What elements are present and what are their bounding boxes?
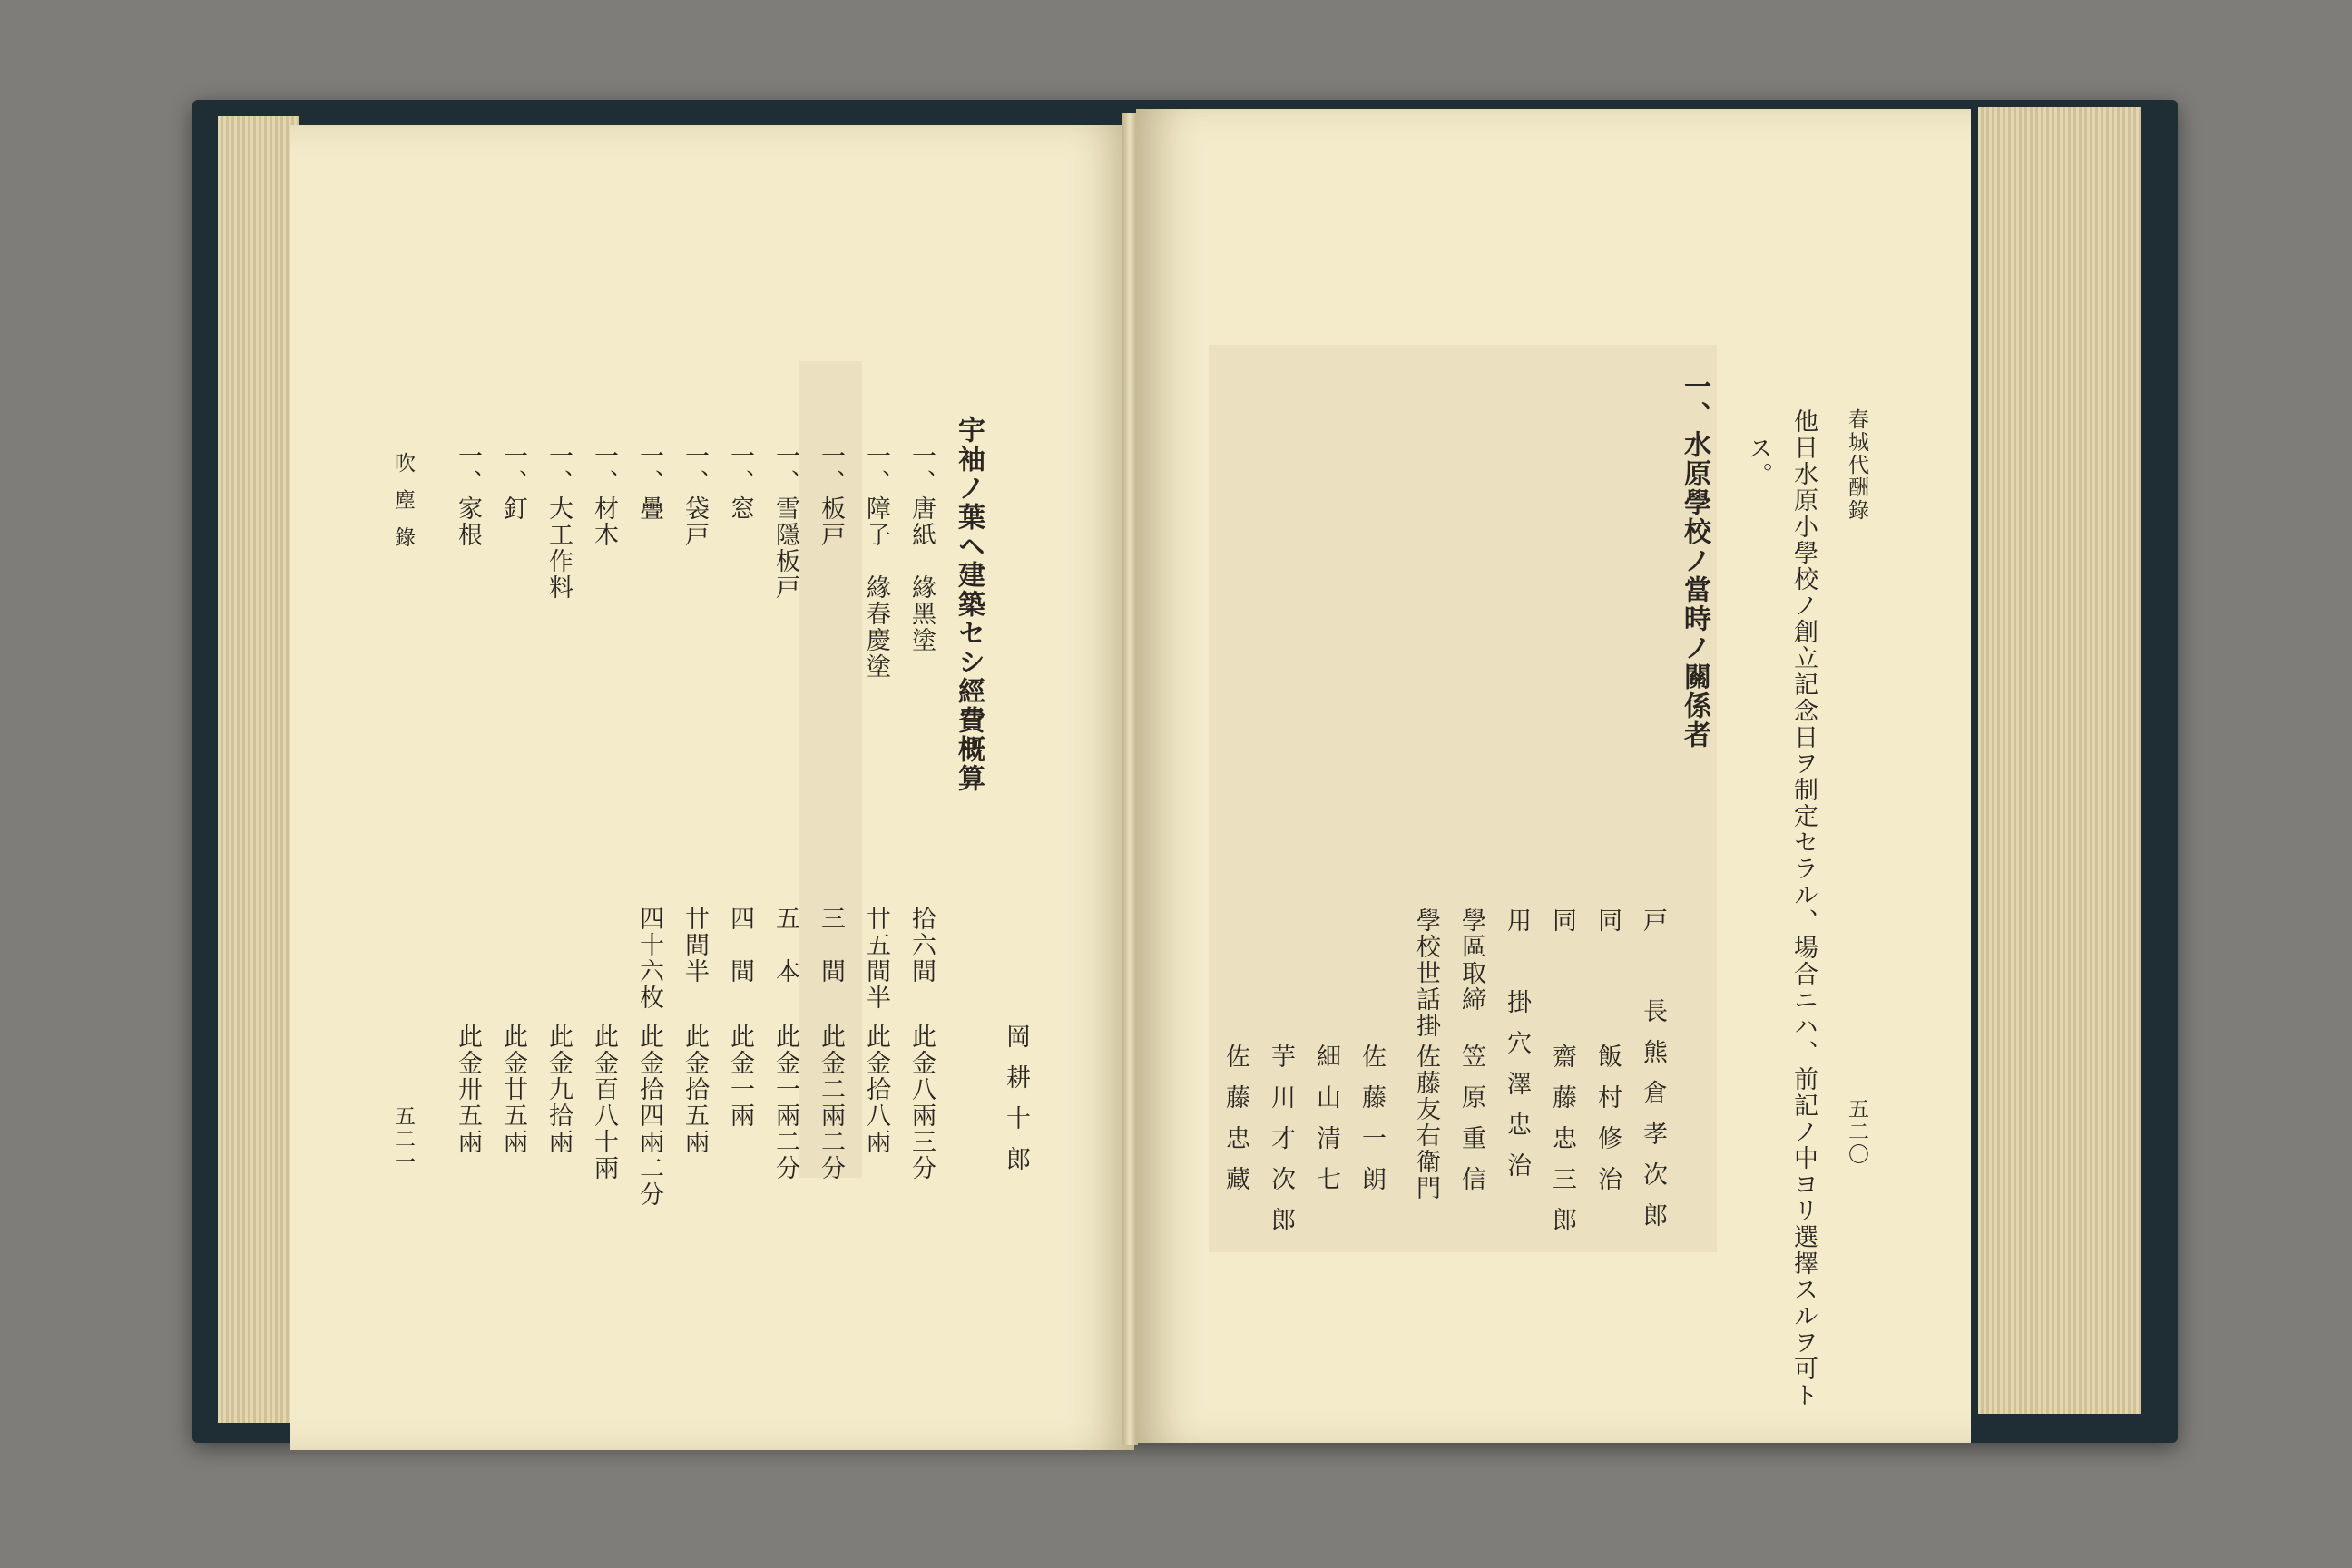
official-role: 學區取締	[1457, 907, 1485, 1013]
item-cost: 此金二兩二分	[817, 1024, 845, 1181]
official-name: 佐藤友右衛門	[1412, 1044, 1440, 1201]
item-label: 一、雪隱板戸	[771, 443, 799, 601]
item-quantity: 廿五間半	[862, 906, 890, 1011]
item-quantity: 四十六枚	[635, 906, 663, 1011]
item-cost: 此金拾五兩	[681, 1024, 709, 1155]
item-cost: 此金卅五兩	[454, 1024, 482, 1155]
left-page-edges	[218, 116, 299, 1423]
official-name: 飯村修治	[1593, 1044, 1622, 1207]
item-cost: 此金八兩三分	[907, 1024, 936, 1181]
official-name: 長熊倉孝次郎	[1639, 998, 1667, 1243]
item-label: 一、疊	[635, 443, 663, 522]
official-name: 細山清七	[1312, 1044, 1340, 1207]
item-quantity: 拾六間	[907, 906, 936, 985]
right-page-number: 五二〇	[1845, 1098, 1868, 1166]
item-label: 一、材木	[590, 443, 618, 548]
item-label: 一、板戸	[817, 443, 845, 548]
item-label: 一、障子 緣春慶塗	[862, 443, 890, 680]
official-role: 戸	[1639, 907, 1667, 934]
official-name: 佐藤一朗	[1357, 1044, 1386, 1207]
item-label: 一、釘	[499, 443, 527, 522]
official-role: 同	[1548, 907, 1576, 934]
running-head: 春城代酬錄	[1845, 408, 1868, 522]
item-quantity: 五 本	[771, 906, 799, 985]
left-page	[290, 125, 1134, 1450]
left-page-title: 宇袖ノ葉ヘ建築セシ經費概算	[953, 416, 985, 793]
official-name: 芋川才次郎	[1267, 1044, 1295, 1248]
item-quantity: 廿間半	[681, 906, 709, 985]
item-label: 一、大工作料	[544, 443, 573, 601]
item-label: 一、窓	[726, 443, 754, 522]
item-quantity: 三 間	[817, 906, 845, 985]
right-page-edges	[1978, 107, 2141, 1414]
body-line: ス。	[1744, 436, 1772, 488]
item-label: 一、唐紙 緣黑塗	[907, 443, 936, 653]
official-role: 同	[1593, 907, 1622, 934]
left-page-footer-title: 吹塵錄	[391, 452, 415, 564]
item-cost: 此金百八十兩	[590, 1024, 618, 1181]
right-page	[1136, 109, 1971, 1443]
item-quantity: 四 間	[726, 906, 754, 985]
item-cost: 此金拾四兩二分	[635, 1024, 663, 1208]
item-cost: 此金一兩	[726, 1024, 754, 1129]
item-cost: 此金九拾兩	[544, 1024, 573, 1155]
official-name: 佐藤忠藏	[1221, 1044, 1250, 1207]
item-label: 一、袋戸	[681, 443, 709, 548]
section-heading: 一、水原學校ノ當時ノ關係者	[1679, 372, 1710, 750]
left-page-number: 五二一	[391, 1105, 415, 1173]
official-name: 笠原重信	[1457, 1044, 1485, 1207]
item-cost: 此金一兩二分	[771, 1024, 799, 1181]
official-name: 齋藤忠三郎	[1548, 1044, 1576, 1248]
item-cost: 此金拾八兩	[862, 1024, 890, 1155]
item-cost: 此金廿五兩	[499, 1024, 527, 1155]
official-role: 用	[1503, 907, 1531, 934]
official-role: 學校世話掛	[1412, 907, 1440, 1039]
official-name: 掛穴澤忠治	[1503, 989, 1531, 1193]
body-line: 他日水原小學校ノ創立記念日ヲ制定セラル、場合ニハ、前記ノ中ヨリ選擇スルヲ可ト	[1789, 408, 1818, 1408]
item-label: 一、家根	[454, 443, 482, 548]
left-page-author: 岡耕十郎	[1002, 1024, 1030, 1187]
